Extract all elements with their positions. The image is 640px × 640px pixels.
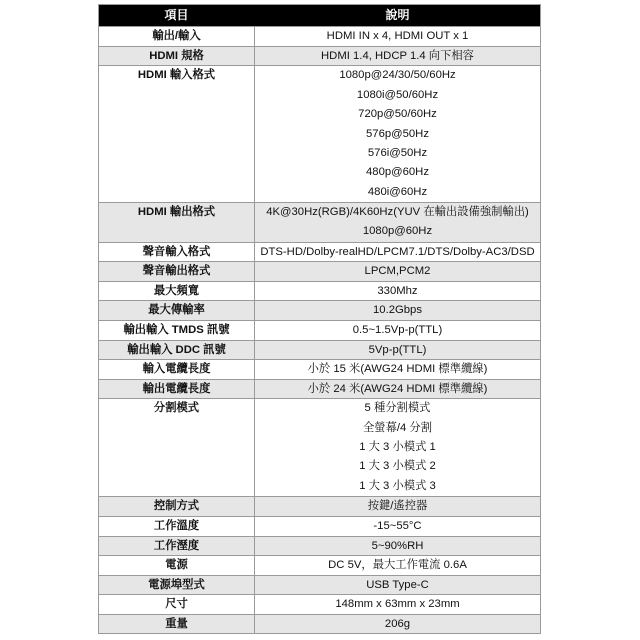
row-value: 206g <box>384 617 411 630</box>
row-value-cell <box>255 576 540 595</box>
row-label: 控制方式 <box>153 500 200 513</box>
row-max-bandwidth <box>99 281 540 301</box>
row-value: 0.5~1.5Vp-p(TTL) <box>352 323 443 336</box>
row-value-cell <box>255 243 540 262</box>
row-label-cell <box>99 321 255 340</box>
row-split-mode <box>99 398 540 496</box>
row-value-cell <box>255 595 540 614</box>
row-value-cell <box>255 47 540 66</box>
row-label: HDMI 規格 <box>149 49 204 62</box>
row-value-cell <box>255 27 540 46</box>
row-value: 330Mhz <box>377 284 418 297</box>
row-value-cell <box>255 399 540 496</box>
row-value: 4K@30Hz(RGB)/4K60Hz(YUV 在輸出設備強制輸出) <box>266 206 529 219</box>
row-value-cell <box>255 517 540 536</box>
row-output-cable-length <box>99 379 540 399</box>
row-input-output <box>99 26 540 46</box>
table-header-row <box>99 5 540 26</box>
row-label-cell <box>99 243 255 262</box>
row-value-cell <box>255 66 540 202</box>
row-label-cell <box>99 537 255 556</box>
row-operating-humidity <box>99 536 540 556</box>
row-hdmi-output-format <box>99 202 540 241</box>
row-label-cell <box>99 576 255 595</box>
row-label-cell <box>99 282 255 301</box>
row-value-cell <box>255 321 540 340</box>
row-label-cell <box>99 615 255 634</box>
row-value: 全螢幕/4 分割 <box>362 421 433 434</box>
row-value-cell <box>255 341 540 360</box>
row-label: 重量 <box>165 617 188 630</box>
row-control-method <box>99 496 540 516</box>
row-label: 工作溫度 <box>153 519 200 532</box>
row-value: HDMI 1.4, HDCP 1.4 向下相容 <box>321 49 474 62</box>
row-label: 尺寸 <box>165 598 188 611</box>
row-dimensions <box>99 594 540 614</box>
header-description-cell <box>255 5 540 26</box>
row-value-cell <box>255 282 540 301</box>
row-label-cell <box>99 66 255 202</box>
row-power-port-type <box>99 575 540 595</box>
header-item-cell <box>99 5 255 26</box>
row-value-cell <box>255 262 540 281</box>
row-value-cell <box>255 301 540 320</box>
row-value: 1080p@24/30/50/60Hz <box>339 69 456 82</box>
row-input-cable-length <box>99 359 540 379</box>
row-label: 輸入電纜長度 <box>142 363 211 376</box>
row-label-cell <box>99 203 255 241</box>
row-label: 最大頻寬 <box>153 284 200 297</box>
row-value: 1 大 3 小模式 2 <box>359 460 436 473</box>
row-label: 電源埠型式 <box>148 578 205 591</box>
row-label-cell <box>99 262 255 281</box>
row-operating-temperature <box>99 516 540 536</box>
row-label: 電源 <box>165 559 188 572</box>
row-label-cell <box>99 497 255 516</box>
row-tmds-signal <box>99 320 540 340</box>
header-description: 說明 <box>385 8 410 22</box>
row-value: 1080i@50/60Hz <box>356 88 439 101</box>
row-value: DC 5V，最大工作電流 0.6A <box>328 559 467 572</box>
row-audio-input-format <box>99 242 540 262</box>
row-label: 輸出電纜長度 <box>142 382 211 395</box>
row-label: 輸出/輸入 <box>152 30 201 42</box>
row-label-cell <box>99 47 255 66</box>
row-value-cell <box>255 615 540 634</box>
row-value: 480i@60Hz <box>367 185 428 198</box>
row-value: 576p@50Hz <box>366 127 429 140</box>
row-value-cell <box>255 380 540 399</box>
row-label-cell <box>99 301 255 320</box>
row-label: 輸出輸入 DDC 訊號 <box>127 343 226 356</box>
row-value: 按鍵/遙控器 <box>367 500 428 513</box>
row-value: 148mm x 63mm x 23mm <box>335 598 460 611</box>
row-max-data-rate <box>99 300 540 320</box>
row-label-cell <box>99 341 255 360</box>
row-value: 576i@50Hz <box>367 147 428 159</box>
row-hdmi-spec <box>99 46 540 66</box>
row-label-cell <box>99 27 255 46</box>
row-hdmi-input-format <box>99 65 540 202</box>
row-value: 5~90%RH <box>371 539 424 552</box>
row-power <box>99 555 540 575</box>
row-audio-output-format <box>99 261 540 281</box>
row-value-cell <box>255 556 540 575</box>
row-label-cell <box>99 556 255 575</box>
row-label-cell <box>99 595 255 614</box>
row-label-cell <box>99 517 255 536</box>
row-label: HDMI 輸入格式 <box>137 69 216 82</box>
row-value: 1 大 3 小模式 3 <box>359 479 436 492</box>
row-value: 10.2Gbps <box>373 304 422 317</box>
row-value: DTS-HD/Dolby-realHD/LPCM7.1/DTS/Dolby-AC3/DSD <box>260 245 535 258</box>
row-value: 720p@50/60Hz <box>358 108 437 121</box>
header-item: 項目 <box>164 8 189 22</box>
row-value: 5Vp-p(TTL) <box>368 343 427 356</box>
row-label: 聲音輸入格式 <box>142 245 211 258</box>
row-value-cell <box>255 537 540 556</box>
row-label: 分割模式 <box>153 402 200 415</box>
row-value: 5 種分割模式 <box>364 402 431 415</box>
row-value: 小於 24 米(AWG24 HDMI 標準纜線) <box>307 382 488 395</box>
row-label: 最大傳輸率 <box>148 304 205 317</box>
row-value: 1 大 3 小模式 1 <box>359 441 436 454</box>
row-value: 小於 15 米(AWG24 HDMI 標準纜線) <box>307 363 488 376</box>
row-value-cell <box>255 497 540 516</box>
row-value: USB Type-C <box>366 578 429 591</box>
row-value-cell <box>255 360 540 379</box>
row-label: HDMI 輸出格式 <box>137 206 216 219</box>
row-weight <box>99 614 540 634</box>
row-value: -15~55°C <box>373 519 422 532</box>
row-label: 輸出輸入 TMDS 訊號 <box>123 323 230 336</box>
spec-table <box>98 4 541 634</box>
row-value: 480p@60Hz <box>366 166 429 179</box>
row-value: HDMI IN x 4, HDMI OUT x 1 <box>326 30 469 42</box>
row-value: LPCM,PCM2 <box>364 265 431 278</box>
row-label-cell <box>99 360 255 379</box>
row-ddc-signal <box>99 340 540 360</box>
row-label-cell <box>99 399 255 496</box>
row-value: 1080p@60Hz <box>362 225 433 238</box>
row-value-cell <box>255 203 540 241</box>
row-label-cell <box>99 380 255 399</box>
row-label: 聲音輸出格式 <box>142 265 211 278</box>
row-label: 工作溼度 <box>153 539 200 552</box>
